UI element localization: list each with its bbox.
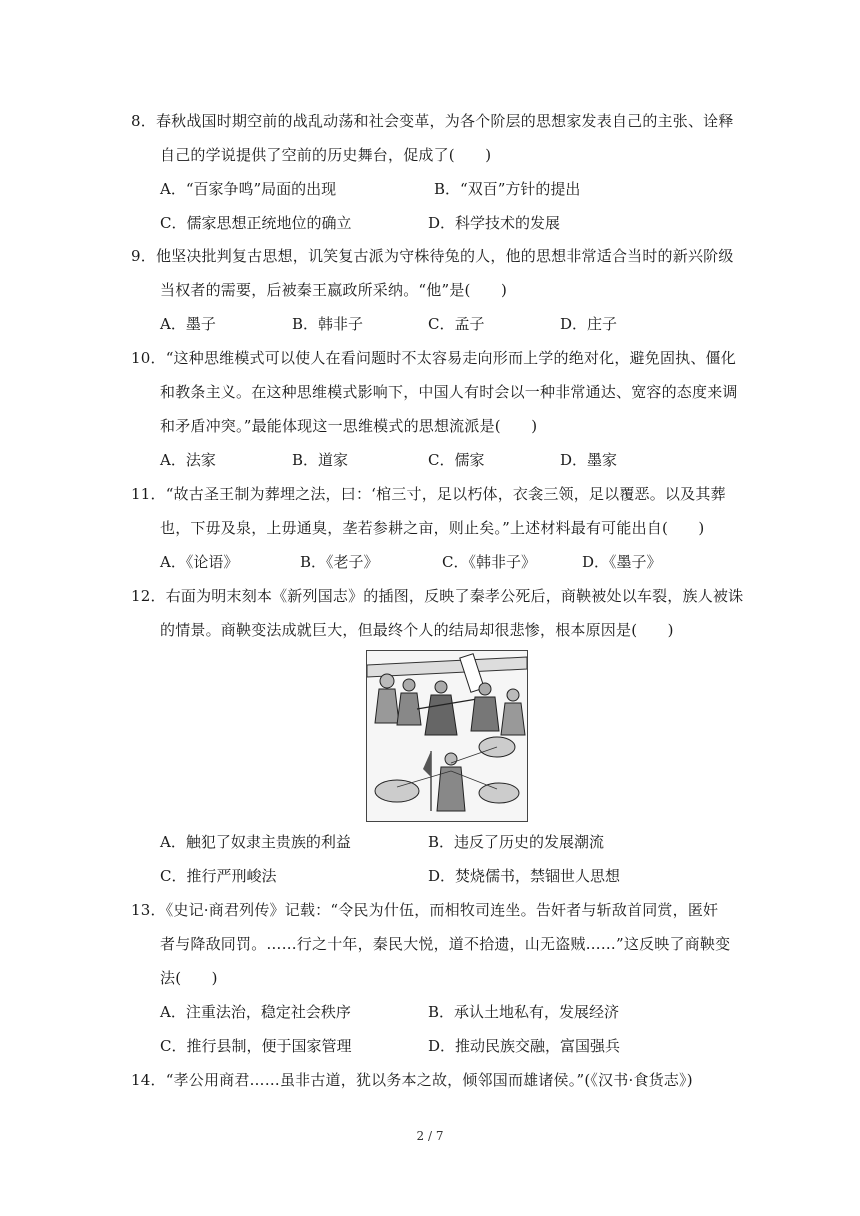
question-10-line-1: 10．“这种思维模式可以使人在看问题时不太容易走向形而上学的绝对化，避免固执、僵化 (131, 349, 736, 367)
woodcut-illustration (366, 650, 528, 822)
question-12-option-d: D．焚烧儒书，禁锢世人思想 (428, 867, 621, 885)
question-10-option-a: A．法家 (160, 451, 216, 469)
question-number: 10． (131, 349, 166, 367)
question-number: 9． (131, 247, 156, 265)
question-11-option-c: C．《韩非子》 (442, 553, 536, 571)
question-9-line-2: 当权者的需要，后被秦王嬴政所采纳。“他”是( ) (160, 281, 508, 299)
question-number: 14． (131, 1071, 166, 1089)
question-10-option-d: D．墨家 (560, 451, 618, 469)
question-14-line-1: 14．“孝公用商君……虽非古道，犹以务本之故，倾邻国而雄诸侯。”(《汉书·食货志》) (131, 1071, 693, 1089)
question-8-line-1: 8．春秋战国时期空前的战乱动荡和社会变革，为各个阶层的思想家发表自己的主张、诠释 (131, 112, 734, 130)
question-13-option-b: B．承认土地私有，发展经济 (428, 1003, 620, 1021)
woodcut-illustration-drawing (367, 651, 527, 821)
question-10-line-2: 和教条主义。在这种思维模式影响下，中国人有时会以一种非常通达、宽容的态度来调 (160, 383, 738, 401)
question-13-line-3: 法( ) (160, 969, 218, 987)
question-13-option-a: A．注重法治，稳定社会秩序 (160, 1003, 351, 1021)
question-8-option-c: C．儒家思想正统地位的确立 (160, 214, 352, 232)
question-13-line-2: 者与降敌同罚。……行之十年，秦民大悦，道不拾遗，山无盗贼……”这反映了商鞅变 (160, 935, 731, 953)
question-11-option-b: B．《老子》 (300, 553, 379, 571)
page-number: 2 / 7 (416, 1129, 444, 1143)
question-10-line-3: 和矛盾冲突。”最能体现这一思维模式的思想流派是( ) (160, 417, 538, 435)
question-9-option-c: C．孟子 (428, 315, 485, 333)
question-13-option-d: D．推动民族交融，富国强兵 (428, 1037, 621, 1055)
question-13-line-1: 13．《史记·商君列传》记载：“令民为什伍，而相牧司连坐。告奸者与斩敌首同赏，匿奸 (131, 901, 719, 919)
question-9-option-a: A．墨子 (160, 315, 216, 333)
question-11-option-a: A．《论语》 (160, 553, 239, 571)
question-number: 8． (131, 112, 156, 130)
question-8-line-2: 自己的学说提供了空前的历史舞台，促成了( ) (160, 146, 492, 164)
question-8-option-b: B．“双百”方针的提出 (434, 180, 581, 198)
question-12-line-1: 12．右面为明末刻本《新列国志》的插图，反映了秦孝公死后，商鞅被处以车裂，族人被诛 (131, 587, 744, 605)
question-number: 13． (131, 901, 166, 919)
question-12-line-2: 的情景。商鞅变法成就巨大，但最终个人的结局却很悲惨，根本原因是( ) (160, 621, 674, 639)
question-11-line-2: 也，下毋及泉，上毋通臭，垄若参耕之亩，则止矣。”上述材料最有可能出自( ) (160, 519, 705, 537)
question-11-line-1: 11．“故古圣王制为葬埋之法，曰：‘棺三寸，足以朽体，衣衾三领，足以覆恶。以及其葬 (131, 485, 726, 503)
question-9-option-b: B．韩非子 (292, 315, 364, 333)
question-12-option-a: A．触犯了奴隶主贵族的利益 (160, 833, 351, 851)
question-9-option-d: D．庄子 (560, 315, 618, 333)
question-12-option-b: B．违反了历史的发展潮流 (428, 833, 605, 851)
question-13-option-c: C．推行县制，便于国家管理 (160, 1037, 352, 1055)
question-8-option-d: D．科学技术的发展 (428, 214, 561, 232)
question-9-line-1: 9．他坚决批判复古思想，讥笑复古派为守株待兔的人，他的思想非常适合当时的新兴阶级 (131, 247, 734, 265)
question-11-option-d: D．《墨子》 (582, 553, 662, 571)
question-number: 11． (131, 485, 166, 503)
question-12-option-c: C．推行严刑峻法 (160, 867, 277, 885)
question-10-option-b: B．道家 (292, 451, 349, 469)
question-10-option-c: C．儒家 (428, 451, 485, 469)
question-8-option-a: A．“百家争鸣”局面的出现 (160, 180, 337, 198)
question-number: 12． (131, 587, 166, 605)
